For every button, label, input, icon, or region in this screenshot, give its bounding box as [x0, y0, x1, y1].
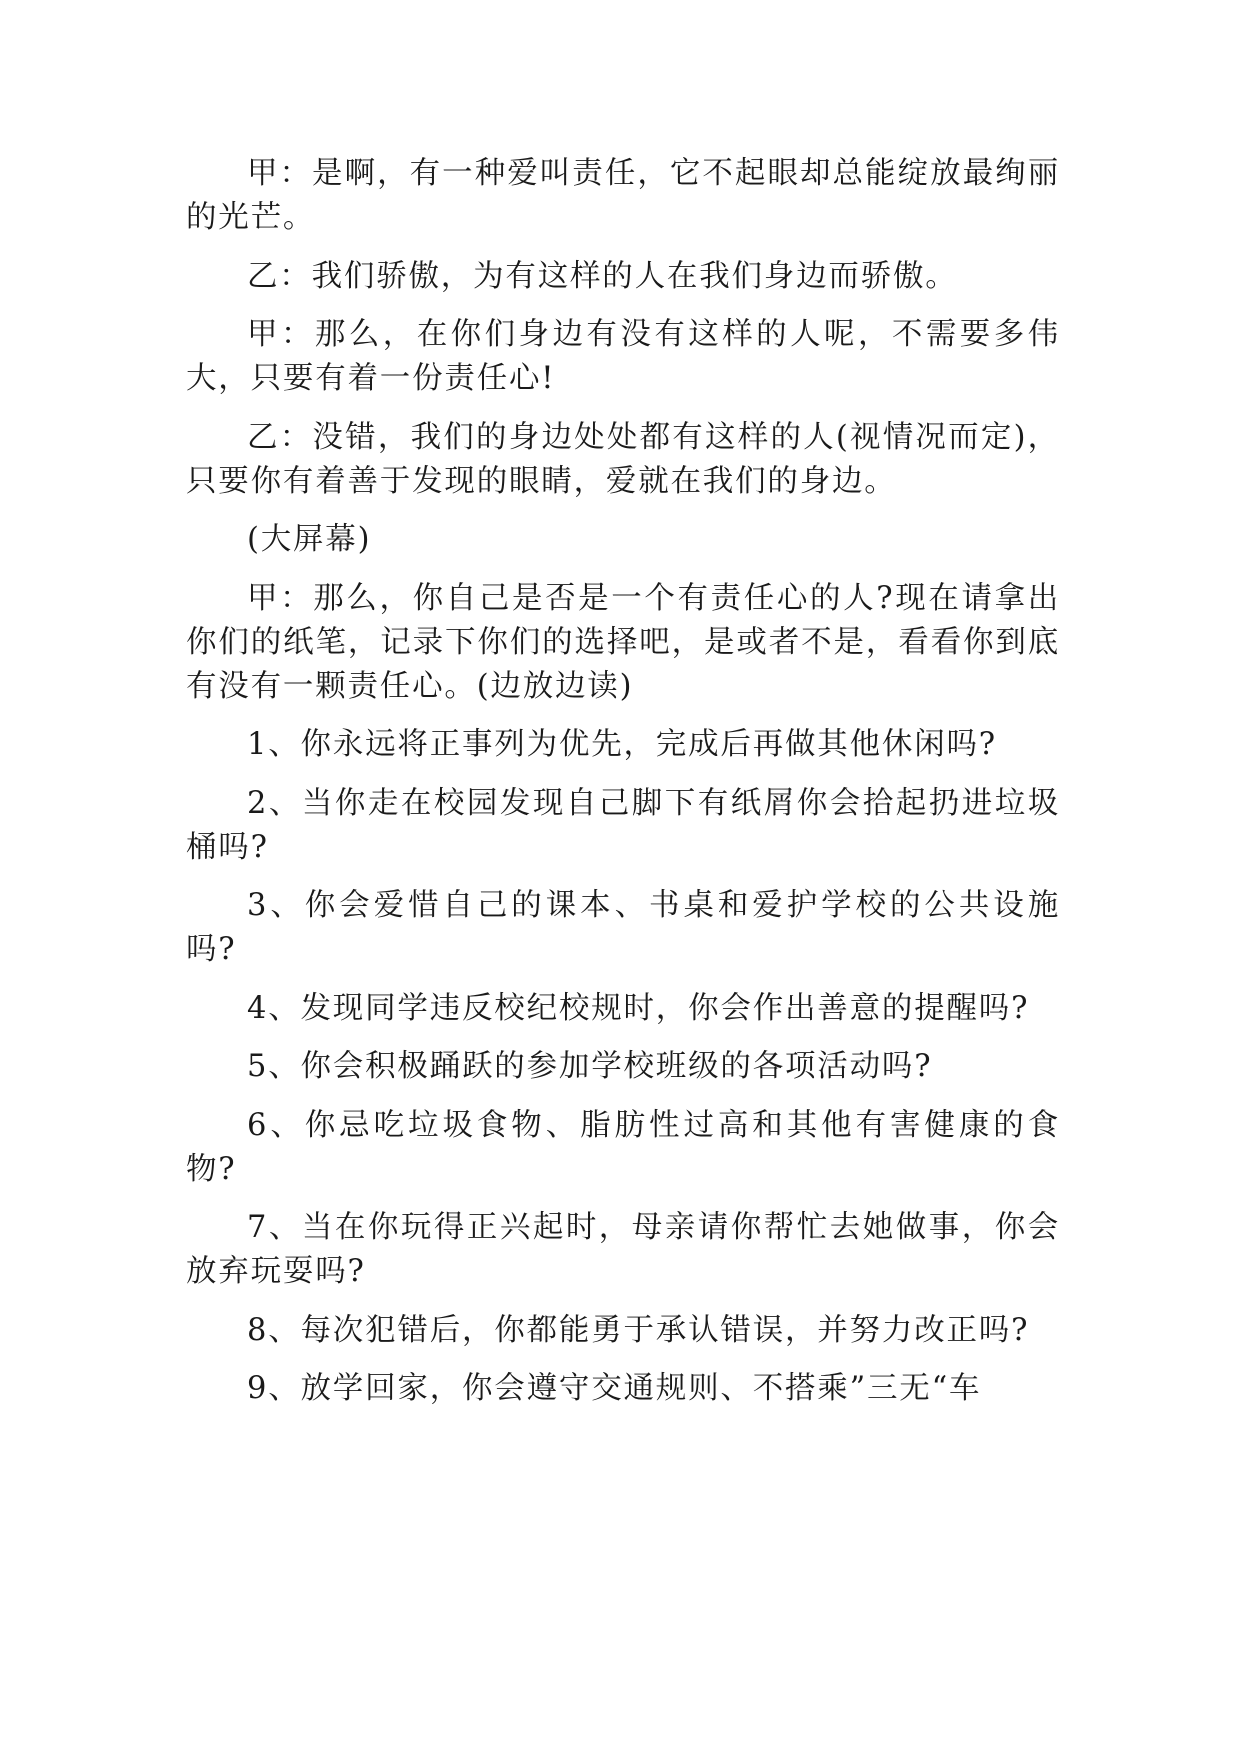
paragraph-dialogue-4: 乙：没错，我们的身边处处都有这样的人(视情况而定)，只要你有着善于发现的眼睛，爱就在我们的身边。	[186, 419, 1060, 499]
question-item-1: 1、你永远将正事列为优先，完成后再做其他休闲吗?	[247, 727, 997, 762]
paragraph-dialogue-1: 甲：是啊，有一种爱叫责任，它不起眼却总能绽放最绚丽的光芒。	[186, 156, 1060, 235]
question-item-4: 4、发现同学违反校纪校规时，你会作出善意的提醒吗?	[247, 990, 1030, 1026]
document-body	[186, 152, 1060, 1426]
paragraph-dialogue-3: 甲：那么，在你们身边有没有这样的人呢，不需要多伟大，只要有着一份责任心!	[186, 317, 1060, 396]
paragraph-stage-direction: (大屏幕)	[247, 522, 372, 557]
question-item-7: 7、当在你玩得正兴起时，母亲请你帮忙去她做事，你会放弃玩耍吗?	[186, 1210, 1060, 1289]
question-item-6: 6、你忌吃垃圾食物、脂肪性过高和其他有害健康的食物?	[186, 1107, 1060, 1187]
question-item-9: 9、放学回家，你会遵守交通规则、不搭乘”三无“车	[247, 1371, 982, 1406]
question-item-5: 5、你会积极踊跃的参加学校班级的各项活动吗?	[247, 1049, 933, 1084]
paragraph-dialogue-2: 乙：我们骄傲，为有这样的人在我们身边而骄傲。	[247, 258, 958, 294]
question-item-3: 3、你会爱惜自己的课本、书桌和爱护学校的公共设施吗?	[186, 888, 1060, 967]
question-item-8: 8、每次犯错后，你都能勇于承认错误，并努力改正吗?	[247, 1312, 1030, 1348]
paragraph-dialogue-5: 甲：那么，你自己是否是一个有责任心的人?现在请拿出你们的纸笔，记录下你们的选择吧，是或者不是，看看你到底有没有一颗责任心。(边放边读)	[186, 580, 1060, 704]
question-item-2: 2、当你走在校园发现自己脚下有纸屑你会拾起扔进垃圾桶吗?	[186, 785, 1060, 865]
